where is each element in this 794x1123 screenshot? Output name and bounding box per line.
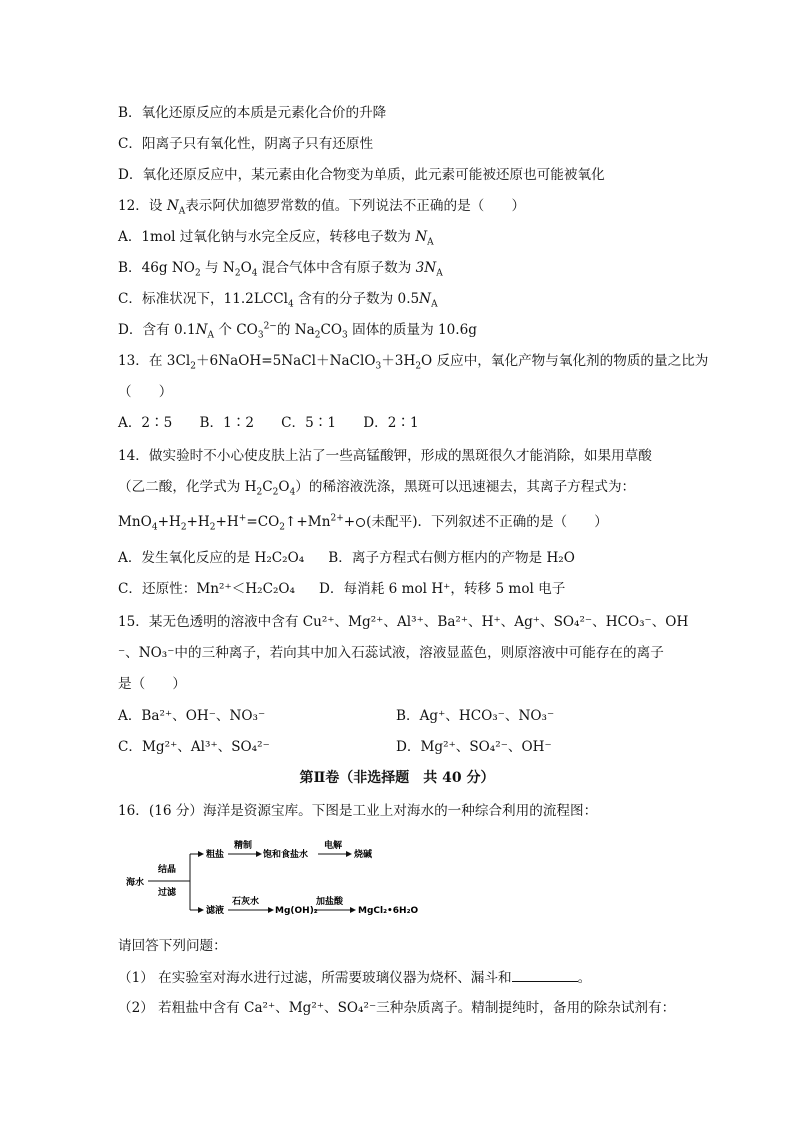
- flow-refine: 精制: [234, 841, 253, 851]
- q14-equation: $MnO_4+H_2+H_2+H^+=CO_2↑+Mn^{2+}+$ (未配平)．下列叙述不正确的是（ ）: [118, 513, 608, 533]
- q15-stem-cont: ⁻、NO₃⁻中的三种离子，若向其中加入石蕊试液，溶液显蓝色，则原溶液中可能存在的离子: [118, 645, 664, 661]
- q16-part1: （1） 在实验室对海水进行过滤，所需要玻璃仪器为烧杯、漏斗和 。: [118, 967, 591, 988]
- q15-stem: 15．某无色透明的溶液中含有 Cu²⁺、Mg²⁺、Al³⁺、Ba²⁺、H⁺、Ag⁺、SO₄²⁻、HCO₃⁻、OH: [118, 614, 689, 630]
- flow-electrolysis: 电解: [324, 841, 343, 851]
- answer-blank[interactable]: [512, 967, 578, 982]
- option-d: D．氧化还原反应中，某元素由化合物变为单质，此元素可能被还原也可能被氧化: [118, 167, 605, 183]
- q12-option-b: B．46g $NO_2$ 与 $N_2O_4$ 混合气体中含有原子数为 $3N_A$: [118, 260, 443, 279]
- q14-stem: 14．做实验时不小心使皮肤上沾了一些高锰酸钾，形成的黑斑很久才能消除，如果用草酸: [118, 448, 652, 464]
- blank-box: [356, 518, 365, 527]
- flow-caustic: 烧碱: [354, 850, 373, 860]
- flow-brine: 饱和食盐水: [263, 850, 309, 860]
- flow-crystallize: 结晶: [158, 865, 177, 875]
- q15-stem-end: 是（ ）: [118, 676, 186, 692]
- flow-crude-salt: 粗盐: [206, 850, 225, 860]
- flow-seawater: 海水: [126, 878, 145, 888]
- q16-part2: （2） 若粗盐中含有 Ca²⁺、Mg²⁺、SO₄²⁻三种杂质离子。精制提纯时，备用的除杂试剂有：: [118, 1000, 676, 1016]
- q15-option-b: B．Ag⁺、HCO₃⁻、NO₃⁻: [396, 708, 555, 724]
- q16-stem: 16．(16 分）海洋是资源宝库。下图是工业上对海水的一种综合利用的流程图：: [118, 803, 598, 819]
- option-c: C．阳离子只有氧化性，阴离子只有还原性: [118, 136, 374, 152]
- q14-options-cd: C．还原性：Mn²⁺＜H₂C₂O₄ D．每消耗 6 mol H⁺，转移 5 mol 电子: [118, 581, 566, 597]
- q15-option-a: A．Ba²⁺、OH⁻、NO₃⁻: [118, 708, 266, 724]
- section-title: 第Ⅱ卷（非选择题 共 40 分）: [299, 770, 495, 786]
- flow-filter: 过滤: [158, 888, 177, 898]
- q15-option-c: C．Mg²⁺、Al³⁺、SO₄²⁻: [118, 739, 270, 755]
- option-b: B．氧化还原反应的本质是元素化合价的升降: [118, 105, 387, 121]
- q12-stem: 12．设 $N_A$表示阿伏加德罗常数的值。下列说法不正确的是（ ）: [118, 198, 526, 217]
- q15-option-d: D．Mg²⁺、SO₄²⁻、OH⁻: [396, 739, 552, 755]
- q12-option-a: A．1mol 过氧化钠与水完全反应，转移电子数为 $N_A$: [118, 229, 434, 248]
- flow-mgoh: Mg(OH)₂: [275, 906, 318, 916]
- flow-lime: 石灰水: [232, 897, 260, 907]
- q13-options: A．2∶5 B．1∶2 C．5∶1 D．2∶1: [118, 415, 419, 431]
- flowchart: [126, 834, 426, 920]
- q14-options-ab: A．发生氧化反应的是 H₂C₂O₄ B．离子方程式右侧方框内的产物是 H₂O: [118, 550, 575, 566]
- q13-stem-cont: （ ）: [118, 384, 173, 400]
- q14-stem-cont: （乙二酸，化学式为 $H_2C_2O_4$）的稀溶液洗涤，黑斑可以迅速褪去，其离子方程式为：: [118, 479, 636, 498]
- flow-mgcl: MgCl₂•6H₂O: [358, 906, 419, 916]
- q12-option-c: C．标准状况下，11.2LCCl$_4$ 含有的分子数为 $0.5N_A$: [118, 291, 438, 310]
- q12-option-d: D．含有 $0.1N_A$ 个 $CO_3^{2-}$的 $Na_2CO_3$ 固体的质量为 10.6g: [118, 321, 477, 341]
- flow-filtrate: 滤液: [206, 906, 225, 916]
- q16-prompt: 请回答下列问题：: [118, 938, 227, 954]
- flow-acid: 加盐酸: [316, 897, 344, 907]
- q13-stem: 13．在 $3Cl_2+6NaOH=5NaCl+NaClO_3+3H_2O$ 反应中，氧化产物与氧化剂的物质的量之比为: [118, 353, 709, 372]
